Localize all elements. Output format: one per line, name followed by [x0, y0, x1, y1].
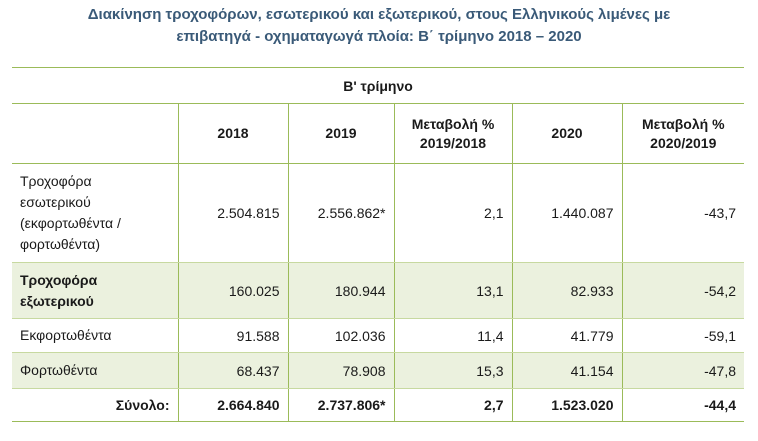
row-label-line: Τροχοφόρα [20, 173, 92, 189]
col-header-2019 [288, 104, 394, 164]
col-header-change-2019-line1: Μεταβολή % [411, 115, 495, 132]
cell-value: 2.504.815 [178, 164, 288, 263]
cell-value: 91.588 [178, 319, 288, 353]
col-header-2019-text: 2019 [325, 125, 357, 141]
period-header-row [12, 68, 744, 104]
total-value: 1.523.020 [512, 389, 622, 422]
title-line-2: επιβατηγά - οχηματαγωγά πλοία: Β΄ τρίμηνο 2018 – 2020 [176, 28, 582, 45]
col-header-change-2020 [622, 104, 744, 164]
col-header-change-2019-line2: 2019/2018 [419, 134, 487, 151]
traffic-table [12, 67, 744, 422]
total-value: 2.737.806* [288, 389, 394, 422]
cell-value: 102.036 [288, 319, 394, 353]
row-label-foreign [12, 263, 178, 319]
row-label-line: (εκφορτωθέντα / [20, 215, 121, 231]
cell-value: -59,1 [622, 319, 744, 353]
cell-value: -54,2 [622, 263, 744, 319]
total-value: -44,4 [622, 389, 744, 422]
col-header-2018 [178, 104, 288, 164]
cell-value: 41.779 [512, 319, 622, 353]
row-label-line: εσωτερικού [20, 194, 91, 210]
table-row-unloaded [12, 319, 744, 353]
cell-value: -43,7 [622, 164, 744, 263]
column-header-row [12, 104, 744, 164]
total-label: Σύνολο: [12, 389, 178, 422]
col-header-2020-text: 2020 [551, 125, 583, 141]
table-row-total [12, 389, 744, 422]
row-label-line: Εκφορτωθέντα [20, 327, 112, 343]
title-line-1: Διακίνηση τροχοφόρων, εσωτερικού και εξωτερικού, στους Ελληνικούς λιμένες με [87, 6, 671, 23]
cell-value: 68.437 [178, 353, 288, 389]
col-header-change-2020-line2: 2020/2019 [650, 134, 717, 151]
col-header-change-2020-line1: Μεταβολή % [641, 115, 725, 132]
cell-value: 82.933 [512, 263, 622, 319]
cell-value: 2.556.862* [288, 164, 394, 263]
row-label-line: Τροχοφόρα [20, 271, 98, 288]
cell-value: 13,1 [394, 263, 512, 319]
cell-value: 11,4 [394, 319, 512, 353]
cell-value: 1.440.087 [512, 164, 622, 263]
cell-value: 15,3 [394, 353, 512, 389]
page-title [0, 4, 758, 48]
cell-value: 180.944 [288, 263, 394, 319]
cell-value: 2,1 [394, 164, 512, 263]
corner-cell [12, 104, 178, 164]
total-value: 2.664.840 [178, 389, 288, 422]
total-value: 2,7 [394, 389, 512, 422]
cell-value: 41.154 [512, 353, 622, 389]
period-header: Β' τρίμηνο [12, 68, 744, 104]
col-header-2018-text: 2018 [217, 125, 249, 141]
col-header-change-2019 [394, 104, 512, 164]
table-row-domestic [12, 164, 744, 263]
cell-value: 160.025 [178, 263, 288, 319]
row-label-line: εξωτερικού [20, 292, 94, 309]
table-row-loaded [12, 353, 744, 389]
cell-value: -47,8 [622, 353, 744, 389]
row-label-domestic [12, 164, 178, 263]
cell-value: 78.908 [288, 353, 394, 389]
row-label-unloaded [12, 319, 178, 353]
row-label-line: φορτωθέντα) [20, 236, 101, 252]
col-header-2020 [512, 104, 622, 164]
table-row-foreign [12, 263, 744, 319]
row-label-line: Φορτωθέντα [20, 362, 98, 378]
row-label-loaded [12, 353, 178, 389]
